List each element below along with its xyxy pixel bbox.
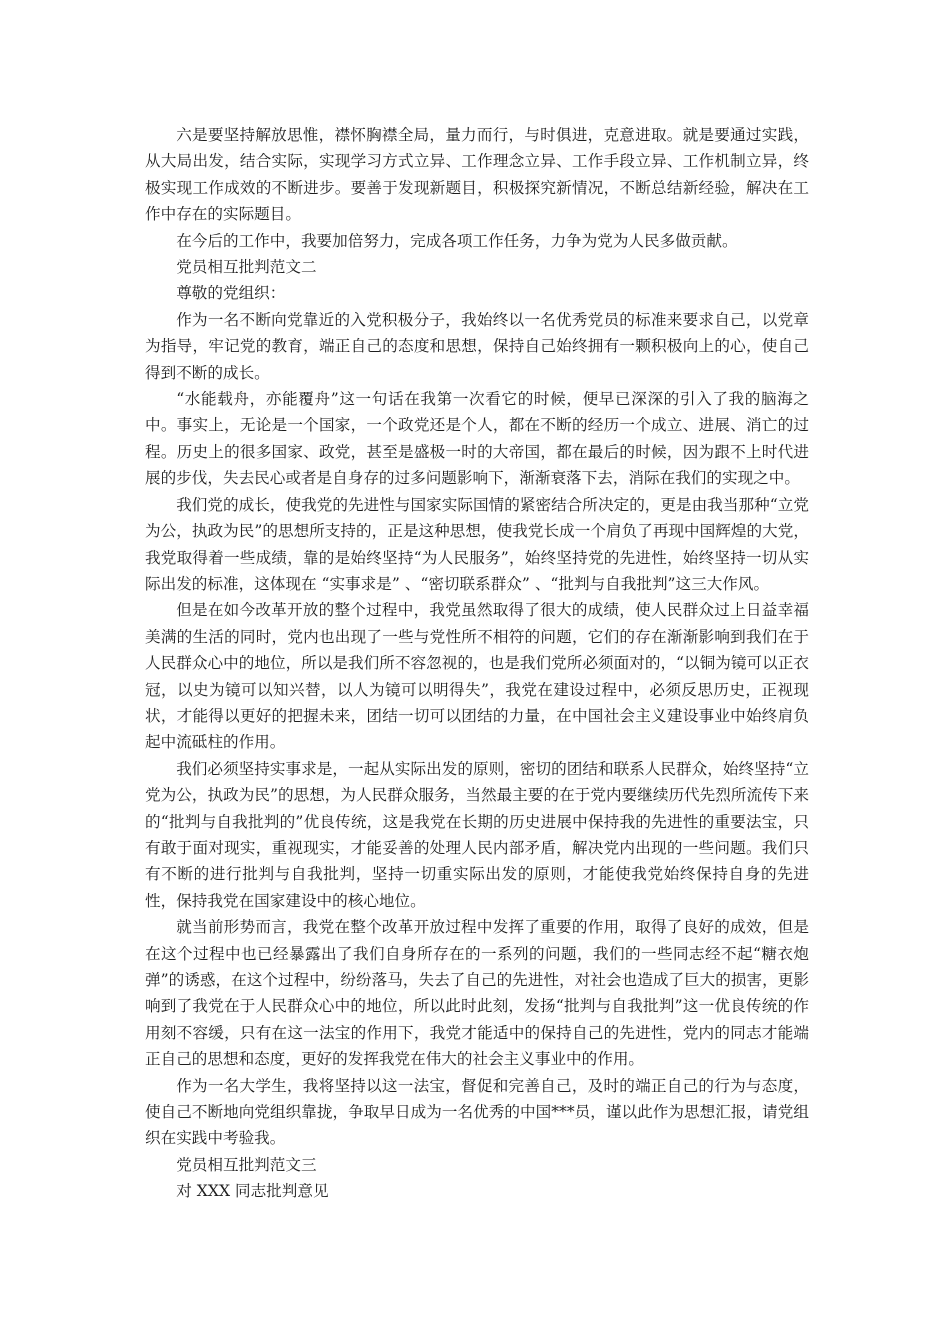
document-body (145, 122, 809, 1205)
paragraph-solutions: 六是要坚持解放思惟，襟怀胸襟全局，量力而行，与时俱进，克意进取。就是要通过实践，从大局出发，结合实际，实现学习方式立异、工作理念立异、工作手段立异、工作机制立异，终极实现工作成效的不断进步。要善于发现新题目，积极探究新情况，不断总结新经验，解决在工作中存在的实际题目。 (145, 126, 809, 224)
section-heading-sample-two: 党员相互批判范文二 (176, 258, 317, 277)
paragraph-reform-problems: 但是在如今改革开放的整个过程中，我党虽然取得了很大的成绩，使人民群众过上日益幸福美满的生活的同时，党内也出现了一些与党性所不相符的问题，它们的存在渐渐影响到我们在于人民群众心中的地位，所以是我们所不容忽视的，也是我们党所必须面对的，“以铜为镜可以正衣冠，以史为镜可以知兴替，以人为镜可以明得失”，我党在建设过程中，必须反思历史，正视现状，才能得以更好的把握未来，团结一切可以团结的力量，在中国社会主义建设事业中始终肩负起中流砥柱的作用。 (145, 601, 809, 752)
salutation: 尊敬的党组织： (176, 284, 286, 303)
paragraph-seek-truth: 我们必须坚持实事求是，一起从实际出发的原则，密切的团结和联系人民群众，始终坚持“立党为公，执政为民”的思想，为人民群众服务，当然最主要的在于党内要继续历代先烈所流传下来的“批判与自我批判的”优良传统，这是我党在长期的历史进展中保持我的先进性的重要法宝，只有敢于面对现实，重视现实，才能妥善的处理人民内部矛盾，解决党内出现的一些问题。我们只有不断的进行批判与自我批判，坚持一切重实际出发的原则，才能使我党始终保持自身的先进性，保持我党在国家建设中的核心地位。 (145, 759, 809, 910)
paragraph-boat-quote: “水能载舟，亦能覆舟”这一句话在我第一次看它的时候，便早已深深的引入了我的脑海之中。事实上，无论是一个国家，一个政党还是个人，都在不断的经历一个成立、进展、消亡的过程。历史上的很多国家、政党，甚至是盛极一时的大帝国，都在最后的时候，因为跟不上时代进展的步伐，失去民心或者是自身存的过多问题影响下，渐渐衰落下去，消际在我们的实现之中。 (145, 390, 809, 488)
paragraph-student-pledge: 作为一名大学生，我将坚持以这一法宝，督促和完善自己，及时的端正自己的行为与态度，使自己不断地向党组织靠拢，争取早日成为一名优秀的中国***员，谨以此作为思想汇报，请党组织在实践中考验我。 (145, 1076, 809, 1148)
paragraph-commitment: 在今后的工作中，我要加倍努力，完成各项工作任务，力争为党为人民多做贡献。 (176, 231, 738, 250)
criticism-title: 对 XXX 同志批判意见 (176, 1182, 329, 1201)
section-heading-sample-three: 党员相互批判范文三 (176, 1155, 317, 1174)
paragraph-intro: 作为一名不断向党靠近的入党积极分子，我始终以一名优秀党员的标准来要求自己，以党章为指导，牢记党的教育，端正自己的态度和思想，保持自己始终拥有一颗积极向上的心，使自己得到不断的成长。 (145, 310, 809, 382)
paragraph-party-growth: 我们党的成长，使我党的先进性与国家实际国情的紧密结合所决定的，更是由我当那种“立党为公，执政为民”的思想所支持的，正是这种思想，使我党长成一个肩负了再现中国辉煌的大党，我党取得着一些成绩，靠的是始终坚持“为人民服务”，始终坚持党的先进性，始终坚持一切从实际出发的标准，这体现在 “实事求是” 、“密切联系群众” 、“批判与自我批判”这三大作风。 (145, 495, 809, 593)
paragraph-current-situation: 就当前形势而言，我党在整个改革开放过程中发挥了重要的作用，取得了良好的成效，但是在这个过程中也已经暴露出了我们自身所存在的一系列的问题，我们的一些同志经不起“糖衣炮弹”的诱惑，在这个过程中，纷纷落马，失去了自己的先进性，对社会也造成了巨大的损害，更影响到了我党在于人民群众心中的地位，所以此时此刻，发扬“批判与自我批判”这一优良传统的作用刻不容缓，只有在这一法宝的作用下，我党才能适中的保持自己的先进性，党内的同志才能端正自己的思想和态度，更好的发挥我党在伟大的社会主义事业中的作用。 (145, 918, 809, 1069)
